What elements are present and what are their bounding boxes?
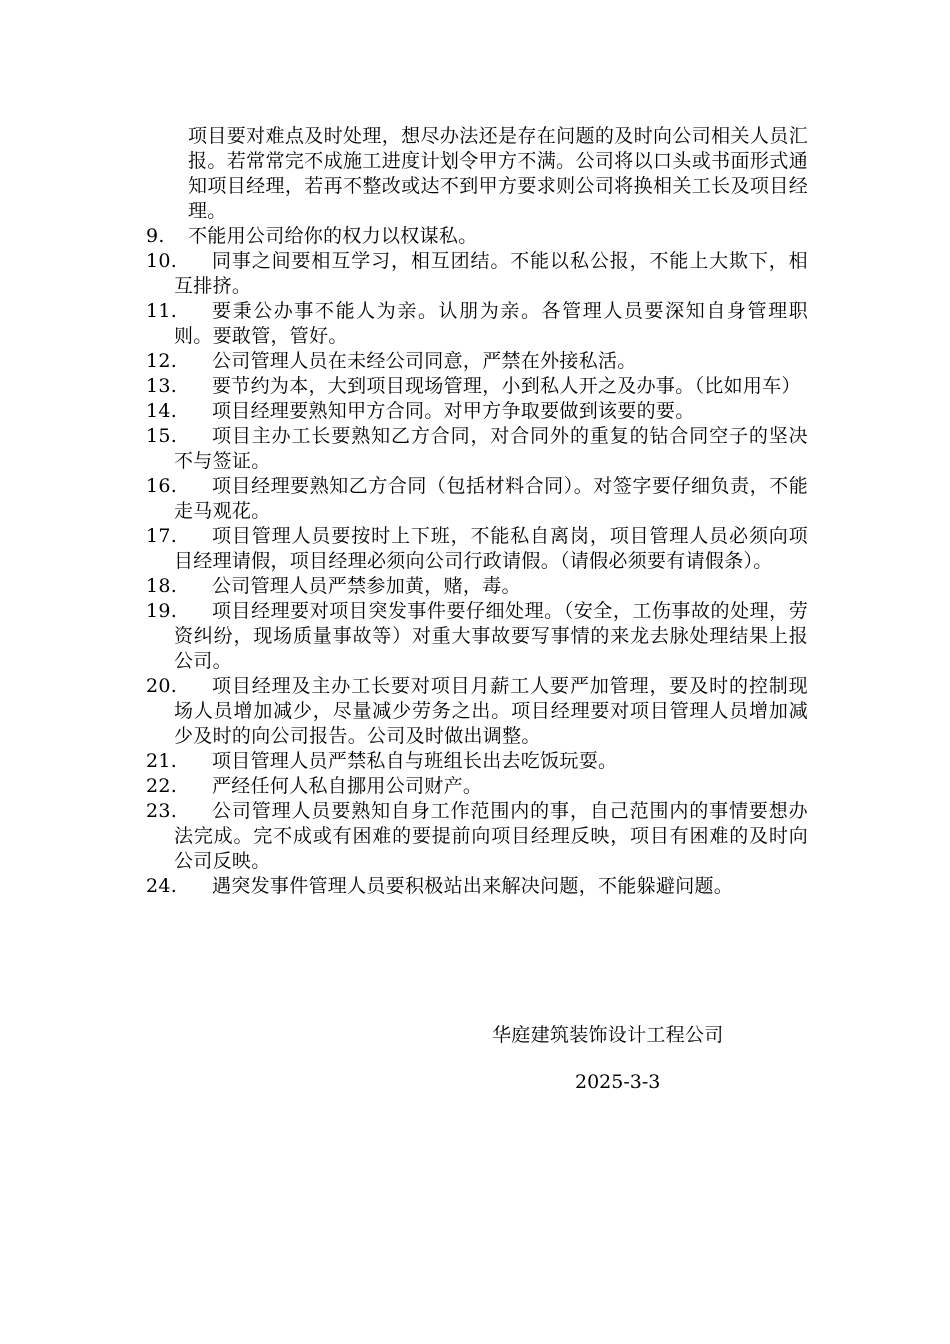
list-item xyxy=(146,874,808,899)
item-number: 11. xyxy=(146,300,178,322)
item-text: 项目经理要对项目突发事件要仔细处理。（安全，工伤事故的处理，劳资纠纷，现场质量事故等）对重大事故要写事情的来龙去脉处理结果上报公司。 xyxy=(174,600,808,672)
item-text: 项目管理人员严禁私自与班组长出去吃饭玩耍。 xyxy=(212,750,618,772)
item-text: 公司管理人员在未经公司同意，严禁在外接私活。 xyxy=(212,350,637,372)
item-text: 项目经理要熟知甲方合同。对甲方争取要做到该要的要。 xyxy=(212,400,695,422)
list-item xyxy=(146,349,808,374)
item-text: 不能用公司给你的权力以权谋私。 xyxy=(188,225,478,247)
item-text: 遇突发事件管理人员要积极站出来解决问题，不能躲避问题。 xyxy=(212,875,734,897)
item-8-continuation: 项目要对难点及时处理，想尽办法还是存在问题的及时向公司相关人员汇报。若常常完不成施工进度计划令甲方不满。公司将以口头或书面形式通知项目经理，若再不整改或达不到甲方要求则公司将换相关工长及项目经理。 xyxy=(188,125,808,222)
item-text: 公司管理人员要熟知自身工作范围内的事，自己范围内的事情要想办法完成。完不成或有困难的要提前向项目经理反映，项目有困难的及时向公司反映。 xyxy=(174,800,808,872)
item-text: 公司管理人员严禁参加黄，赌，毒。 xyxy=(212,575,521,597)
item-number: 16. xyxy=(146,475,178,497)
item-number: 23. xyxy=(146,800,178,822)
rules-list xyxy=(146,124,808,899)
item-number: 19. xyxy=(146,600,178,622)
item-number: 24. xyxy=(146,875,178,897)
list-item xyxy=(146,524,808,574)
item-number: 12. xyxy=(146,350,178,372)
item-number: 10. xyxy=(146,250,178,272)
list-item xyxy=(146,399,808,424)
item-number: 22. xyxy=(146,775,178,797)
list-item xyxy=(146,599,808,674)
list-item xyxy=(146,474,808,524)
list-item xyxy=(146,299,808,349)
item-number: 14. xyxy=(146,400,178,422)
item-number: 18. xyxy=(146,575,178,597)
company-signature: 华庭建筑装饰设计工程公司 xyxy=(492,1024,724,1046)
item-text: 项目主办工长要熟知乙方合同，对合同外的重复的钻合同空子的坚决不与签证。 xyxy=(174,425,808,472)
item-number: 21. xyxy=(146,750,178,772)
signature-date: 2025-3-3 xyxy=(575,1071,661,1093)
item-number: 15. xyxy=(146,425,178,447)
item-text: 项目经理及主办工长要对项目月薪工人要严加管理，要及时的控制现场人员增加减少，尽量减少劳务之出。项目经理要对项目管理人员增加减少及时的向公司报告。公司及时做出调整。 xyxy=(174,675,808,747)
item-text: 项目经理要熟知乙方合同（包括材料合同）。对签字要仔细负责，不能走马观花。 xyxy=(174,475,808,522)
item-number: 17. xyxy=(146,525,178,547)
item-number: 13. xyxy=(146,375,178,397)
list-item xyxy=(146,774,808,799)
list-item xyxy=(146,574,808,599)
list-item xyxy=(146,674,808,749)
item-text: 严经任何人私自挪用公司财产。 xyxy=(212,775,483,797)
list-item xyxy=(146,424,808,474)
item-number: 9. xyxy=(146,225,165,247)
list-item xyxy=(146,374,808,399)
item-number: 20. xyxy=(146,675,178,697)
list-item xyxy=(146,224,808,249)
list-item xyxy=(146,799,808,874)
list-item xyxy=(146,749,808,774)
item-text: 要节约为本，大到项目现场管理，小到私人开之及办事。（比如用车） xyxy=(212,375,801,397)
item-text: 同事之间要相互学习，相互团结。不能以私公报，不能上大欺下，相互排挤。 xyxy=(174,250,808,297)
item-text: 要秉公办事不能人为亲。认朋为亲。各管理人员要深知自身管理职则。要敢管，管好。 xyxy=(174,300,808,347)
list-item xyxy=(146,249,808,299)
item-text: 项目管理人员要按时上下班，不能私自离岗，项目管理人员必须向项目经理请假，项目经理必须向公司行政请假。（请假必须要有请假条）。 xyxy=(174,525,808,572)
